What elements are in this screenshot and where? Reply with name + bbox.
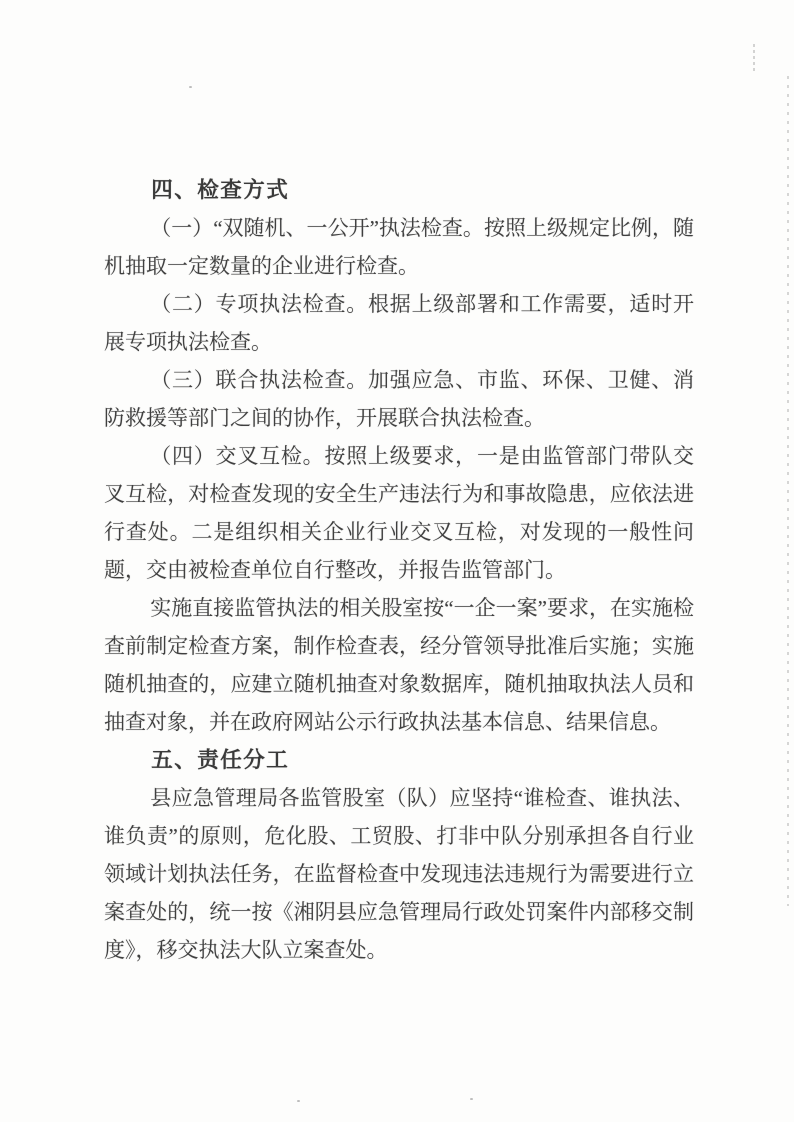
paragraph-responsibility-division: 县应急管理局各监管股室（队）应坚持“谁检查、谁执法、谁负责”的原则，危化股、工贸股、打非中队分别承担各自行业领域计划执法任务，在监督检查中发现违法违规行为需要进行立案查处的，统一按《湘阴县应急管理局行政处罚案件内部移交制度》，移交执法大队立案查处。: [104, 786, 694, 962]
section-heading-inspection-methods: 四、检查方式: [151, 178, 290, 202]
scan-artifact-speck: [189, 86, 192, 88]
paragraph-joint-enforcement: （三）联合执法检查。加强应急、市监、环保、卫健、消防救援等部门之间的协作，开展联合执法检查。: [104, 368, 694, 430]
section-heading-responsibility-division: 五、责任分工: [151, 748, 290, 772]
scan-artifact-dashed-line: [787, 76, 789, 906]
scan-artifact-dashed-mark: [753, 44, 755, 72]
paragraph-implementation-requirements: 实施直接监管执法的相关股室按“一企一案”要求，在实施检查前制定检查方案，制作检查表，经分管领导批准后实施；实施随机抽查的，应建立随机抽查对象数据库，随机抽取执法人员和抽查对象，并在政府网站公示行政执法基本信息、结果信息。: [104, 596, 694, 734]
paragraph-special-enforcement: （二）专项执法检查。根据上级部署和工作需要，适时开展专项执法检查。: [104, 292, 694, 354]
scan-artifact-speck: [470, 1098, 473, 1100]
scan-artifact-speck: [297, 1100, 300, 1102]
paragraph-cross-inspection: （四）交叉互检。按照上级要求，一是由监管部门带队交叉互检，对检查发现的安全生产违法行为和事故隐患，应依法进行查处。二是组织相关企业行业交叉互检，对发现的一般性问题，交由被检查单位自行整改，并报告监管部门。: [104, 444, 694, 582]
document-body: [104, 171, 694, 969]
paragraph-double-random: （一）“双随机、一公开”执法检查。按照上级规定比例，随机抽取一定数量的企业进行检查。: [104, 216, 694, 278]
